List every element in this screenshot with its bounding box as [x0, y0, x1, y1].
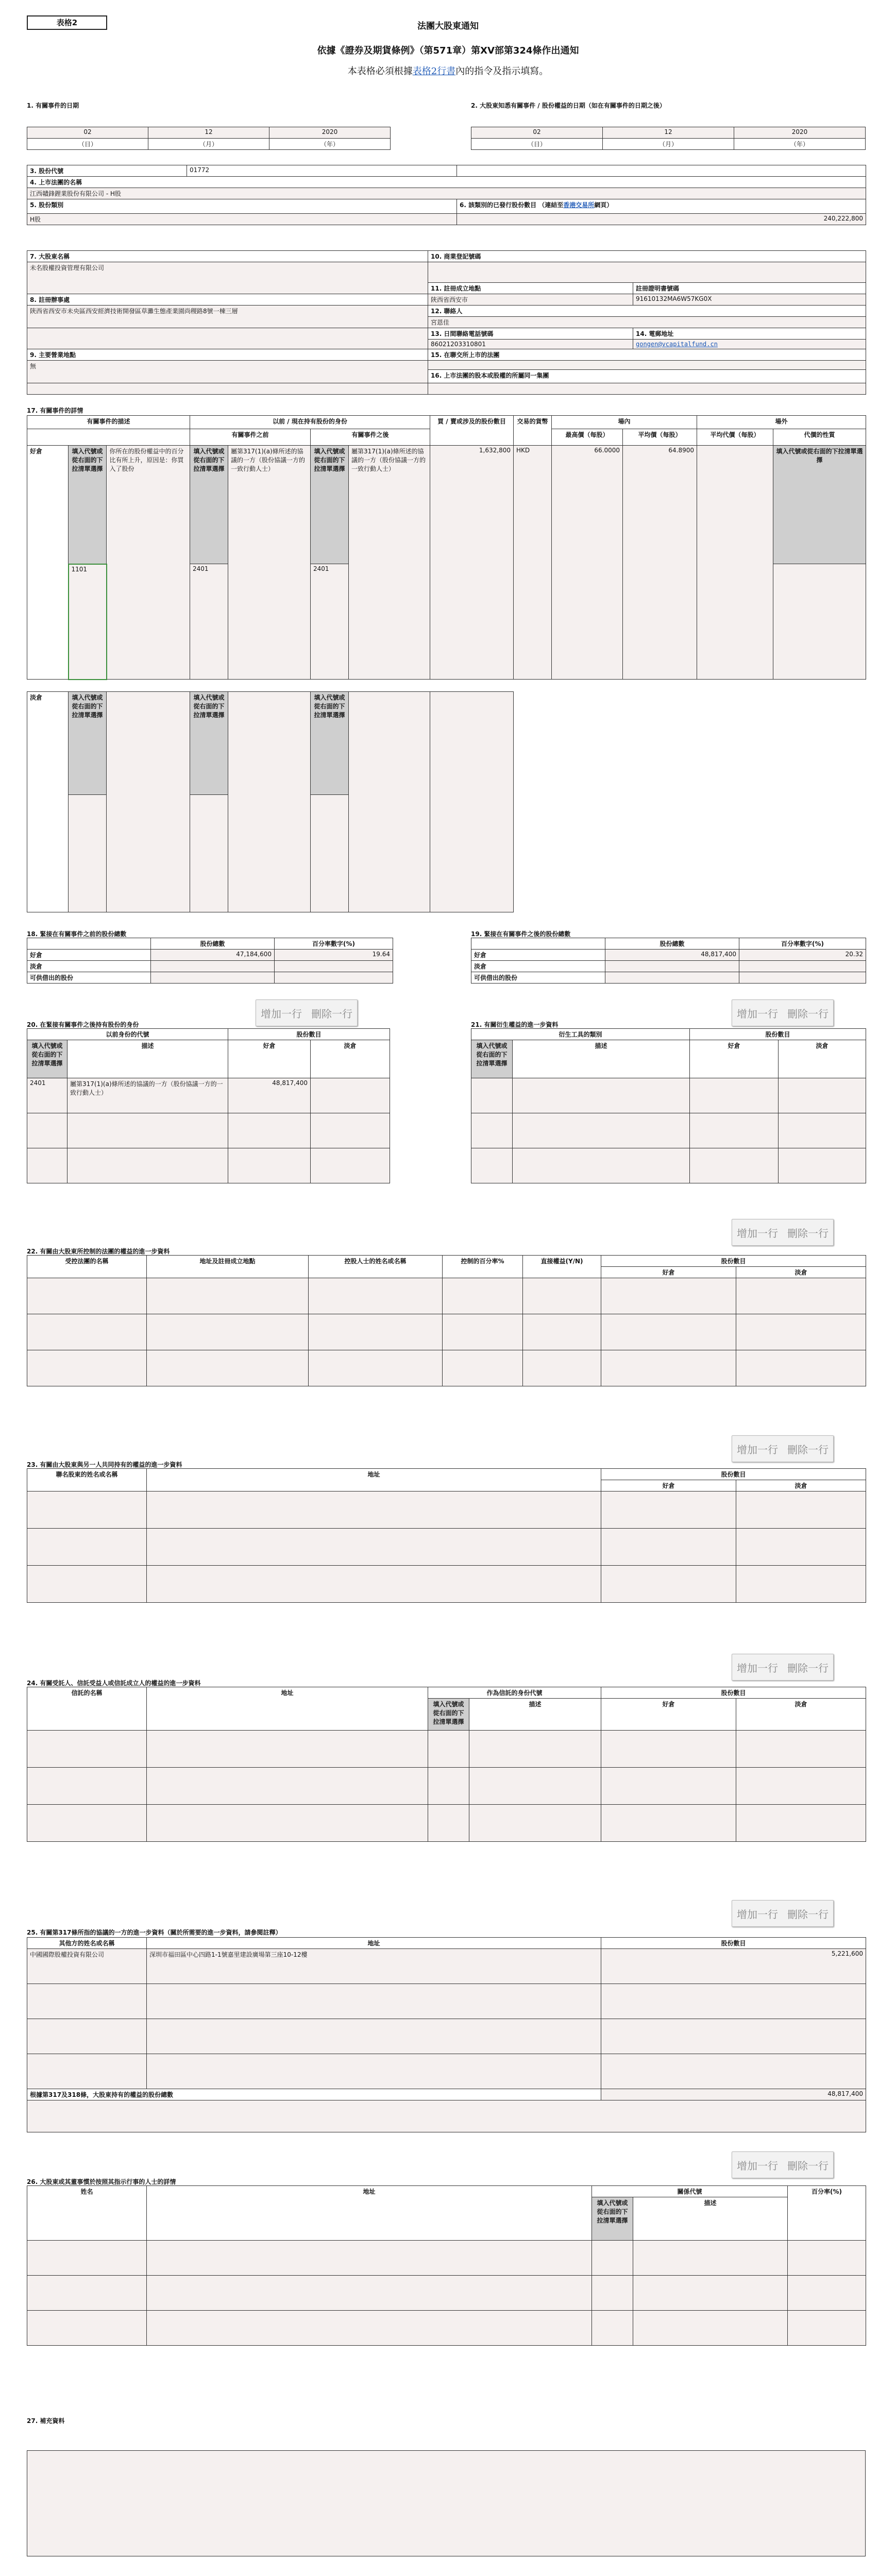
- long-position-label: 好倉: [27, 446, 69, 680]
- short-after-code-hint: 填入代號或從右面的下拉清單選擇: [311, 692, 349, 795]
- after-code-field[interactable]: 2401: [311, 564, 349, 680]
- after-totals-table: [471, 938, 866, 984]
- shareholder-name-field[interactable]: 未名股權投資管理有限公司: [27, 262, 428, 294]
- s23-row-buttons: [732, 1435, 834, 1462]
- email-field[interactable]: gongen@vcapitalfund.cn: [636, 341, 718, 348]
- before-totals-table: [27, 938, 393, 984]
- s2-month-label: （月）: [603, 139, 734, 150]
- high-price-field[interactable]: 66.0000: [552, 446, 623, 680]
- before-desc: 屬第317(1)(a)條所述的協議的一方（股份協議一方的一致行動人士）: [228, 446, 311, 680]
- s1-year[interactable]: 2020: [269, 127, 391, 139]
- h-shares: 買 / 賣或涉及的股份數目: [430, 416, 514, 446]
- s24-h4: 股份數目: [601, 1687, 866, 1699]
- s20-h-capacity: 以前身份的代號: [27, 1029, 228, 1040]
- s22-add-row-button[interactable]: 增加一行: [737, 1227, 778, 1240]
- short-position-label: 淡倉: [27, 692, 69, 912]
- s22-h-short: 淡倉: [736, 1267, 866, 1278]
- s24-code-hint: 填入代號或從右面的下拉清單選擇: [428, 1699, 469, 1731]
- s18-h-pct: 百分率數字(%): [275, 938, 393, 950]
- s26-code-hint: 填入代號或從右面的下拉清單選擇: [592, 2197, 633, 2241]
- s19-h-shares: 股份總數: [605, 938, 739, 950]
- currency-field[interactable]: HKD: [514, 446, 552, 680]
- s27-label: 27. 補充資料: [27, 2417, 65, 2425]
- shares-field[interactable]: 1,632,800: [430, 446, 514, 680]
- stock-code-field[interactable]: 01772: [187, 165, 457, 177]
- s3-label: 3. 股份代號: [27, 165, 187, 177]
- form-instruction: [0, 64, 896, 77]
- s26-h2: 地址: [147, 2186, 592, 2241]
- s10-label: 10. 商業登記號碼: [428, 251, 866, 262]
- s22-h1: 受控法團的名稱: [27, 1256, 147, 1278]
- s1-label: 1. 有關事件的日期: [27, 102, 79, 109]
- s23-h3: 股份數目: [601, 1469, 866, 1480]
- s24-h-short: 淡倉: [736, 1699, 866, 1731]
- hkex-link[interactable]: 香港交易所: [563, 201, 595, 209]
- event-details-short-table: [27, 691, 514, 912]
- joint-holder-table: [27, 1468, 866, 1603]
- s20-desc: 屬第317(1)(a)條所述的協議的一方（股份協議一方的一致行動人士）: [67, 1078, 228, 1113]
- h-high: 最高價（每股）: [552, 429, 623, 446]
- s6-label: [457, 199, 866, 214]
- s23-h-long: 好倉: [601, 1480, 736, 1492]
- s2-year[interactable]: 2020: [734, 127, 866, 139]
- s21-h-long: 好倉: [690, 1040, 779, 1078]
- s22-h5: 直接權益(Y/N): [523, 1256, 601, 1278]
- s8-label: 8. 註冊辦事處: [27, 294, 428, 306]
- s24-add-row-button[interactable]: 增加一行: [737, 1662, 778, 1674]
- form-tag: 表格2: [27, 15, 107, 30]
- s2-day-label: （日）: [471, 139, 603, 150]
- s20-long-field[interactable]: 48,817,400: [228, 1078, 311, 1113]
- s1-date-table: [27, 127, 391, 150]
- s25-row-buttons: [732, 1900, 834, 1927]
- agreement-party-table: [27, 1937, 866, 2132]
- issued-shares-field[interactable]: 240,222,800: [457, 214, 866, 225]
- form-title: 法團大股東通知: [417, 21, 479, 31]
- s2-year-label: （年）: [734, 139, 866, 150]
- s22-h2: 地址及註冊成立地點: [147, 1256, 309, 1278]
- event-desc-long: 你所在的股份權益中的百分比有所上升，原因是：你買入了股份: [107, 446, 190, 680]
- s26-h3: 關係代號: [592, 2186, 788, 2197]
- supplementary-info-field[interactable]: [27, 2450, 866, 2556]
- s18-long-pct[interactable]: 19.64: [275, 950, 393, 961]
- s23-delete-row-button[interactable]: 刪除一行: [787, 1443, 829, 1456]
- s21-row-buttons: [732, 999, 834, 1026]
- instruction-post: 內的指令及指示填寫。: [455, 66, 549, 77]
- s6-label-text: 6. 該類別的已發行股份數目: [460, 201, 537, 209]
- s23-h1: 聯名股東的姓名或名稱: [27, 1469, 147, 1492]
- s25-label: 25. 有關第317條所指的協議的一方的進一步資料（關於所需要的進一步資料，請參閱註釋）: [27, 1929, 282, 1936]
- contact-person-field[interactable]: 宮恩佳: [428, 317, 866, 328]
- s22-h-long: 好倉: [601, 1267, 736, 1278]
- s4-label: 4. 上市法團的名稱: [27, 177, 866, 188]
- s26-h4: 百分率(%): [788, 2186, 866, 2241]
- s20-code-hint: 填入代號或從右面的下拉清單選擇: [27, 1040, 67, 1078]
- s21-delete-row-button[interactable]: 刪除一行: [787, 1007, 829, 1020]
- s18-short: 淡倉: [27, 961, 151, 972]
- s2-label: 2. 大股東知悉有關事件 / 股份權益的日期（如在有關事件的日期之後）: [471, 102, 666, 109]
- s25-total-label: 根據第317及318條，大股東持有的權益的股份總數: [27, 2089, 601, 2100]
- event-details-table: [27, 415, 866, 680]
- issuer-name-field[interactable]: 江西贛鋒鋰業股份有限公司 - H股: [27, 188, 866, 199]
- principal-place-field[interactable]: 無: [27, 361, 428, 383]
- s6-paren-post: 網頁）: [594, 201, 613, 209]
- s24-label: 24. 有關受託人、信託受益人或信託成立人的權益的進一步資料: [27, 1680, 201, 1687]
- s19-long-pct[interactable]: 20.32: [739, 950, 866, 961]
- h-offex: 場外: [697, 416, 866, 429]
- h-before: 有關事件之前: [190, 429, 311, 446]
- s24-h1: 信託的名稱: [27, 1687, 147, 1731]
- s21-h-shares: 股份數目: [690, 1029, 866, 1040]
- s18-long-shares[interactable]: 47,184,600: [151, 950, 275, 961]
- short-before-code-hint: 填入代號或從右面的下拉清單選擇: [190, 692, 228, 795]
- s6-paren-pre: （連結至: [538, 201, 564, 209]
- s23-h-short: 淡倉: [736, 1480, 866, 1492]
- s20-label: 20. 在緊接有關事件之後持有股份的身份: [27, 1021, 139, 1028]
- s22-h6: 股份數目: [601, 1256, 866, 1267]
- s20-h-shares: 股份數目: [228, 1029, 390, 1040]
- s26-h1: 姓名: [27, 2186, 147, 2241]
- s21-add-row-button[interactable]: 增加一行: [737, 1007, 778, 1020]
- s20-delete-row-button[interactable]: 刪除一行: [311, 1007, 352, 1020]
- s24-h3: 作為信託的身份代號: [428, 1687, 601, 1699]
- s26-label: 26. 大股東或其董事慣於按照其指示行事的人士的詳情: [27, 2178, 176, 2185]
- s14-label: 14. 電郵地址: [633, 328, 866, 340]
- shareholder-table: [27, 250, 866, 395]
- s24-h-long: 好倉: [601, 1699, 736, 1731]
- s19-lending: 可供借出的股份: [471, 972, 605, 984]
- s20-code-field[interactable]: 2401: [27, 1078, 67, 1113]
- s21-label: 21. 有關衍生權益的進一步資料: [471, 1021, 559, 1028]
- short-event-code-hint: 填入代號或從右面的下拉清單選擇: [69, 692, 107, 795]
- reg-cert-label: 註冊證明書號碼: [633, 283, 866, 294]
- derivative-table: [471, 1028, 866, 1183]
- share-class-field[interactable]: H股: [27, 214, 457, 225]
- s9-label: 9. 主要營業地點: [27, 349, 428, 361]
- controlled-corp-table: [27, 1255, 866, 1386]
- s19-h-pct: 百分率數字(%): [739, 938, 866, 950]
- s25-h3: 股份數目: [601, 1938, 866, 1949]
- s22-h4: 控制的百分率%: [443, 1256, 523, 1278]
- h-avg: 平均價（每股）: [623, 429, 697, 446]
- h-currency: 交易的貨幣: [514, 416, 552, 446]
- avg-price-field[interactable]: 64.8900: [623, 446, 697, 680]
- s25-total-field[interactable]: 48,817,400: [601, 2089, 866, 2100]
- s13-label: 13. 日間聯絡電話號碼: [428, 328, 633, 340]
- h-onex: 場內: [552, 416, 697, 429]
- s21-h-short: 淡倉: [779, 1040, 866, 1078]
- s24-h-desc: 描述: [469, 1699, 601, 1731]
- trust-table: [27, 1687, 866, 1842]
- phone-field[interactable]: 86021203310801: [428, 340, 633, 349]
- s1-year-label: （年）: [269, 139, 391, 150]
- instruction-pre: 本表格必須根據: [347, 66, 413, 77]
- s21-h-desc: 描述: [513, 1040, 690, 1078]
- s21-h-title: 衍生工具的類別: [471, 1029, 690, 1040]
- h-avg2: 平均代價（每股）: [697, 429, 773, 446]
- h-event: 有關事件的描述: [27, 416, 190, 429]
- h-nature: 代價的性質: [773, 429, 866, 446]
- before-code-hint: 填入代號或從右面的下拉清單選擇: [190, 446, 228, 564]
- s24-delete-row-button[interactable]: 刪除一行: [787, 1662, 829, 1674]
- s26-delete-row-button[interactable]: 刪除一行: [787, 2159, 829, 2172]
- s25-shares-field[interactable]: 5,221,600: [601, 1949, 866, 1984]
- s20-h-short: 淡倉: [311, 1040, 390, 1078]
- s23-label: 23. 有關由大股東與另一人共同持有的權益的進一步資料: [27, 1461, 182, 1468]
- s24-row-buttons: [732, 1654, 834, 1681]
- s15-label: 15. 在聯交所上市的法團: [428, 349, 866, 361]
- s25-h1: 其他方的姓名或名稱: [27, 1938, 147, 1949]
- s25-party-field[interactable]: 中國國際股權投資有限公司: [27, 1949, 147, 1984]
- s18-label: 18. 緊接在有關事件之前的股份總數: [27, 930, 127, 938]
- s12-label: 12. 聯絡人: [428, 306, 866, 317]
- h-capacity: 以前 / 現在持有股份的身份: [190, 416, 430, 429]
- s18-long: 好倉: [27, 950, 151, 961]
- s23-h2: 地址: [147, 1469, 601, 1492]
- s22-delete-row-button[interactable]: 刪除一行: [787, 1227, 829, 1240]
- s25-address-field[interactable]: 深圳市福田區中心四路1-1號嘉里建設廣場第三座10-12樓: [147, 1949, 601, 1984]
- s25-h2: 地址: [147, 1938, 601, 1949]
- registered-office-field[interactable]: 陝西省西安市未央區西安經濟技術開發區草灘生態產業園尚稷路8號一棟三層: [27, 306, 428, 328]
- s20-add-row-button[interactable]: 增加一行: [261, 1007, 302, 1020]
- s26-row-buttons: [732, 2151, 834, 2178]
- instruction-link[interactable]: 表格2行書: [412, 66, 456, 77]
- s1-day-label: （日）: [27, 139, 148, 150]
- s21-code-hint: 填入代號或從右面的下拉清單選擇: [471, 1040, 513, 1078]
- s17-label: 17. 有關事件的詳情: [27, 407, 83, 414]
- place-of-incorp-field[interactable]: 陝西省西安市: [428, 294, 633, 306]
- nature-code-hint: 填入代號或從右面的下拉清單選擇: [773, 446, 866, 564]
- s20-row-buttons: [256, 999, 358, 1026]
- s2-date-table: [471, 127, 866, 150]
- s19-long: 好倉: [471, 950, 605, 961]
- reg-cert-field[interactable]: 91610132MA6W57KG0X: [633, 294, 866, 306]
- s25-delete-row-button[interactable]: 刪除一行: [787, 1908, 829, 1921]
- s25-add-row-button[interactable]: 增加一行: [737, 1908, 778, 1921]
- s2-day[interactable]: 02: [471, 127, 603, 139]
- after-code-hint: 填入代號或從右面的下拉清單選擇: [311, 446, 349, 564]
- s26-h-desc: 描述: [633, 2197, 788, 2241]
- event-code-hint: 填入代號或從右面的下拉清單選擇: [69, 446, 107, 564]
- h-after: 有關事件之後: [311, 429, 430, 446]
- s18-lending: 可供借出的股份: [27, 972, 151, 984]
- event-code-field[interactable]: 1101: [69, 564, 107, 680]
- associates-table: [27, 2185, 866, 2346]
- s16-label: 16. 上市法團的股本或股權的所屬同一集團: [428, 370, 866, 383]
- business-reg-field[interactable]: [428, 262, 866, 283]
- capacity-table: [27, 1028, 390, 1183]
- s18-h-shares: 股份總數: [151, 938, 275, 950]
- s19-short: 淡倉: [471, 961, 605, 972]
- before-code-field[interactable]: 2401: [190, 564, 228, 680]
- issuer-table: [27, 165, 866, 225]
- s22-row-buttons: [732, 1219, 834, 1246]
- s19-label: 19. 緊接在有關事件之後的股份總數: [471, 930, 571, 938]
- s26-add-row-button[interactable]: 增加一行: [737, 2159, 778, 2172]
- s1-month[interactable]: 12: [148, 127, 269, 139]
- s24-h2: 地址: [147, 1687, 428, 1731]
- s22-h3: 控股人士的姓名或名稱: [309, 1256, 443, 1278]
- s7-label: 7. 大股東名稱: [27, 251, 428, 262]
- s22-label: 22. 有關由大股東所控制的法團的權益的進一步資料: [27, 1248, 170, 1255]
- s20-h-desc: 描述: [67, 1040, 228, 1078]
- s11-label: 11. 註冊成立地點: [428, 283, 633, 294]
- s5-label: 5. 股份類別: [27, 199, 457, 214]
- s23-add-row-button[interactable]: 增加一行: [737, 1443, 778, 1456]
- s19-long-shares[interactable]: 48,817,400: [605, 950, 739, 961]
- s2-month[interactable]: 12: [603, 127, 734, 139]
- s1-month-label: （月）: [148, 139, 269, 150]
- form-subtitle: 依據《證券及期貨條例》（第571章）第XV部第324條作出通知: [317, 45, 579, 56]
- after-desc: 屬第317(1)(a)條所述的協議的一方（股份協議一方的一致行動人士）: [349, 446, 430, 680]
- s20-h-long: 好倉: [228, 1040, 311, 1078]
- s1-day[interactable]: 02: [27, 127, 148, 139]
